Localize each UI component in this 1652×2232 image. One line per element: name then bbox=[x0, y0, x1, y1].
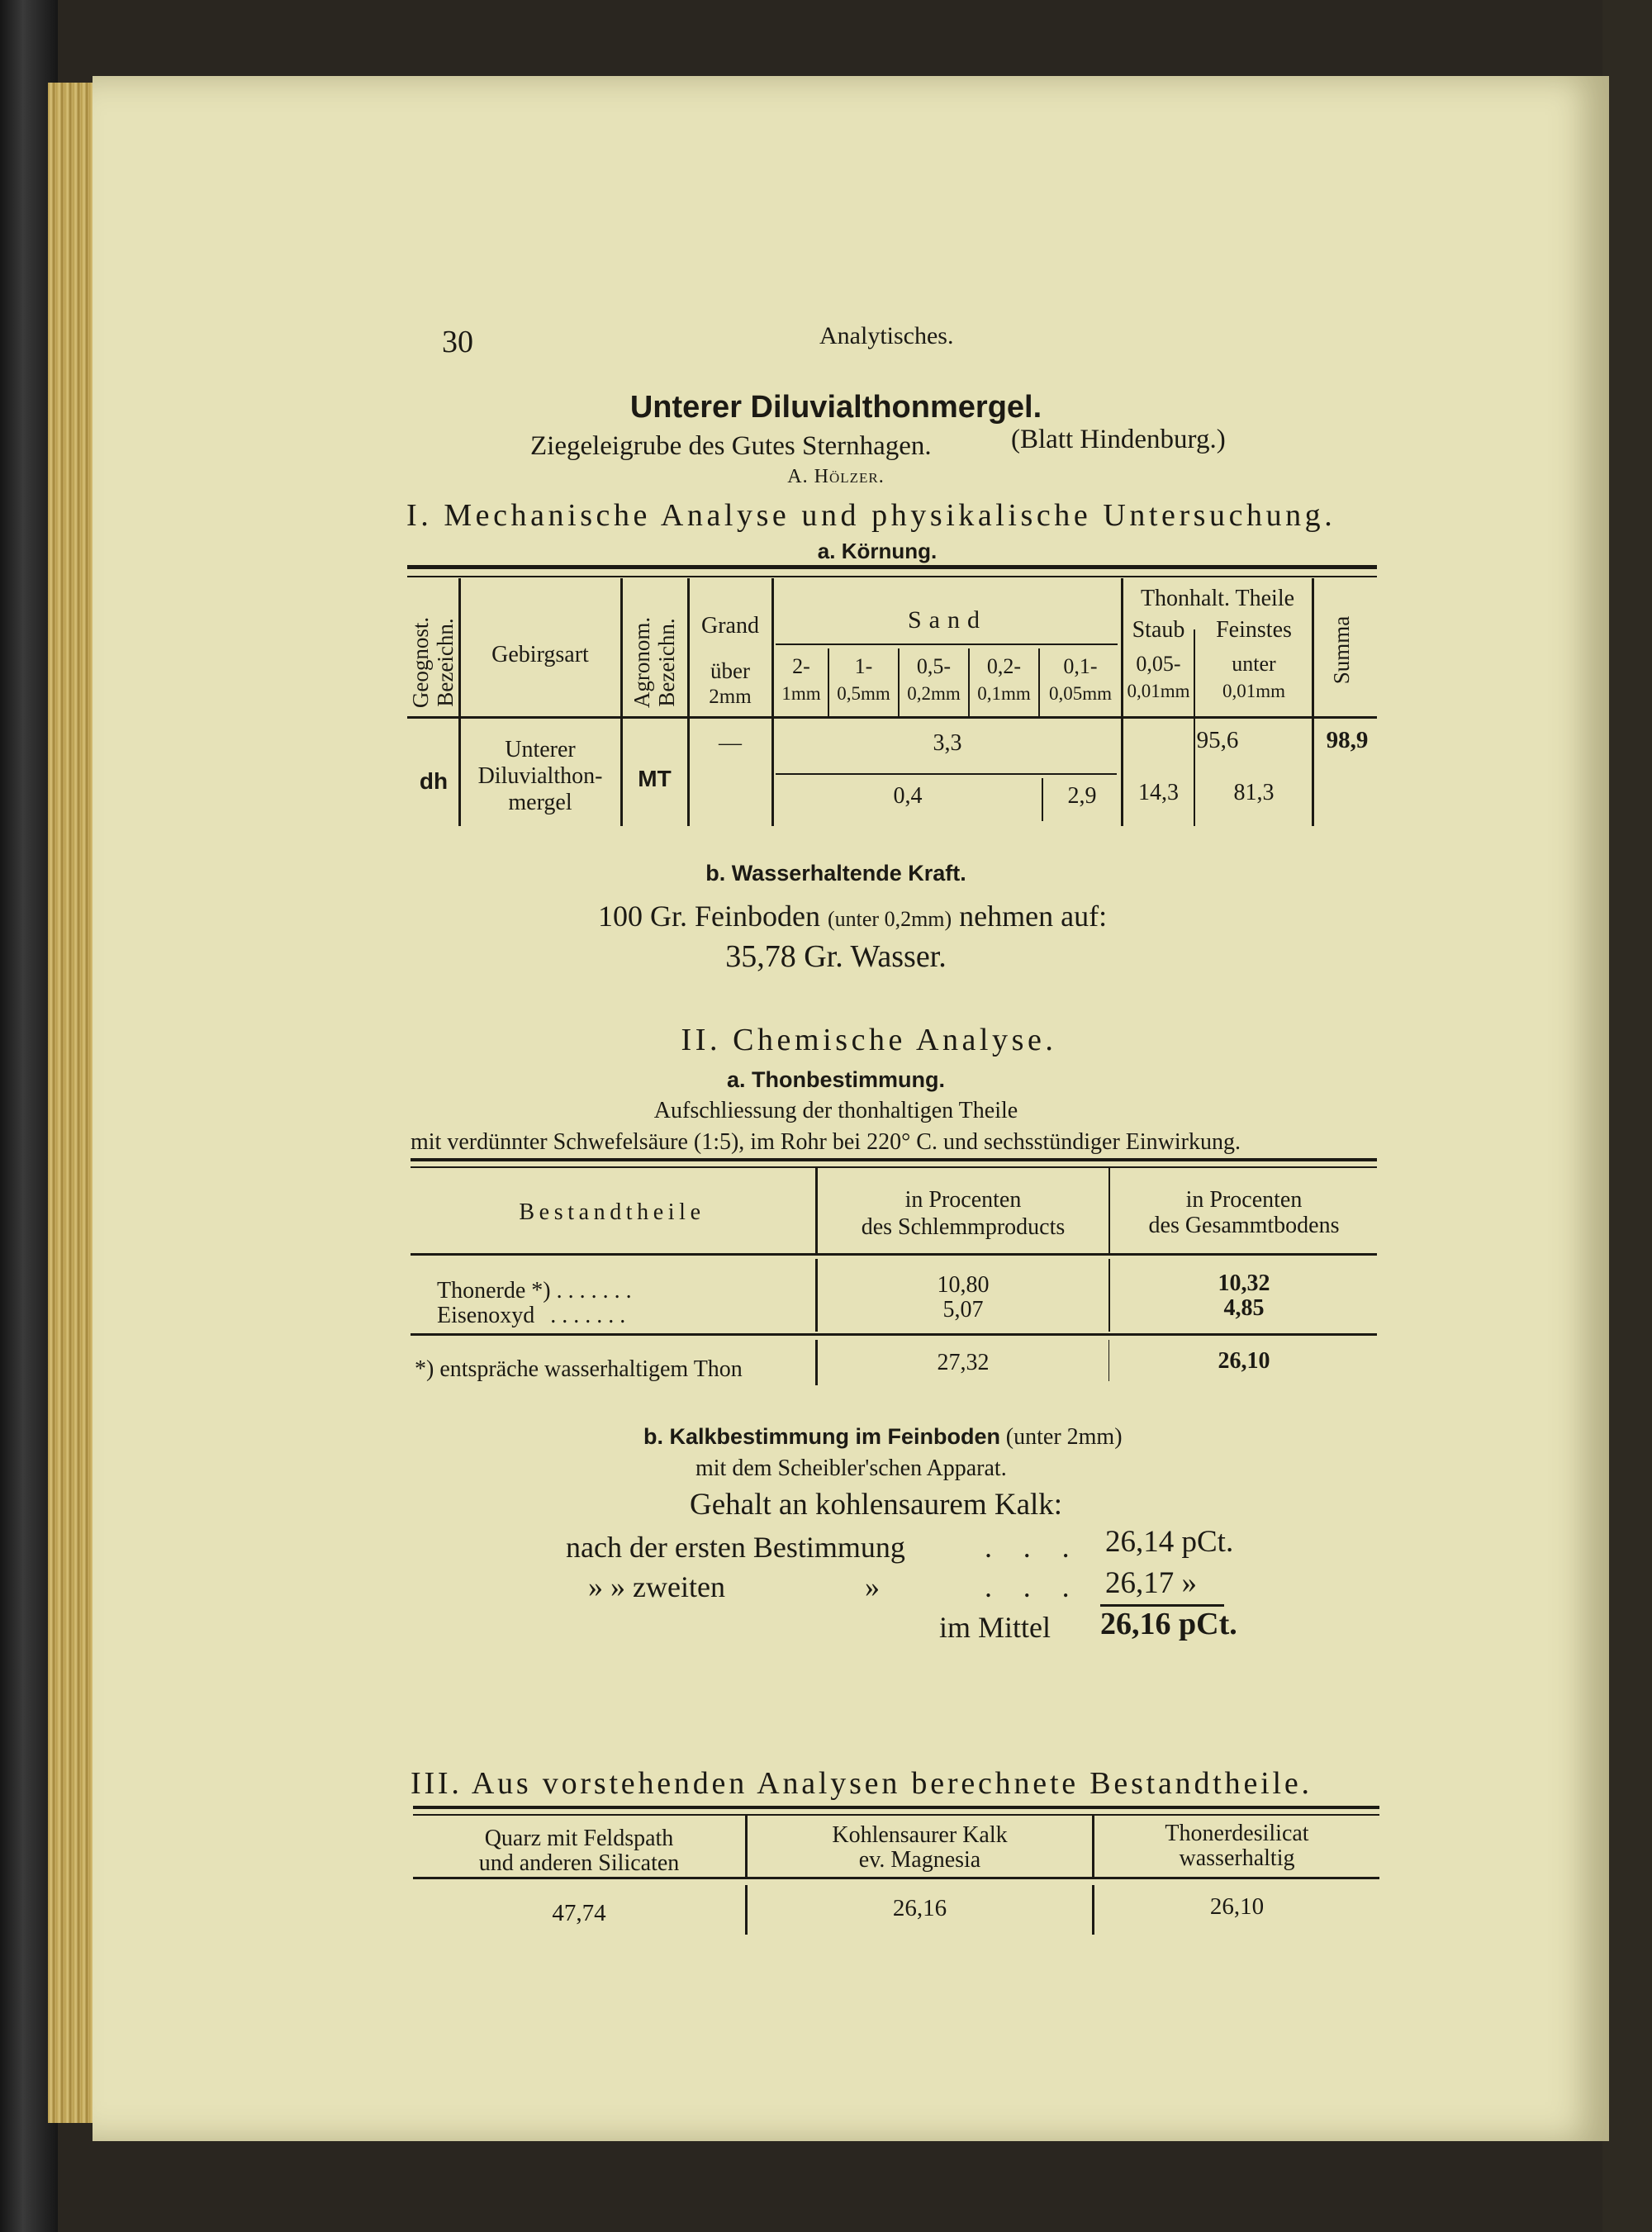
col-summa-header: Summa bbox=[1329, 615, 1354, 685]
kalk-line2-mid: » bbox=[865, 1570, 880, 1603]
t2-col3-header-a: in Procenten bbox=[1185, 1187, 1303, 1213]
row-sand-fine: 0,4 bbox=[893, 783, 923, 809]
book-page bbox=[93, 76, 1609, 2141]
section2-sub-a: a. Thonbestimmung. bbox=[726, 1067, 945, 1092]
t2-row2-dots: . . . . . . . bbox=[550, 1303, 626, 1328]
row-gebirgsart-3: mergel bbox=[508, 790, 572, 815]
sand-col-2a: 1- bbox=[854, 654, 873, 678]
t2-row2-v1: 5,07 bbox=[942, 1297, 984, 1323]
row-thon-total: 95,6 bbox=[1196, 727, 1239, 753]
t2-col3-header-b: des Gesammtbodens bbox=[1148, 1213, 1340, 1238]
col-feinstes-range: unter bbox=[1232, 652, 1276, 676]
sand-col-4b: 0,1mm bbox=[977, 683, 1031, 704]
sand-col-3a: 0,5- bbox=[916, 654, 952, 678]
t2-col2-header-b: des Schlemmproducts bbox=[861, 1214, 1066, 1240]
water-line2: 35,78 Gr. Wasser. bbox=[725, 939, 947, 974]
section3-heading: III. Aus vorstehenden Analysen berechnete Bestandtheile. bbox=[411, 1766, 1313, 1801]
t2-row1-v2: 10,32 bbox=[1218, 1270, 1270, 1296]
water-line1-b: (unter 0,2mm) bbox=[827, 907, 952, 931]
row-geognost: dh bbox=[419, 768, 449, 794]
section1-sub-a: a. Körnung. bbox=[817, 539, 938, 563]
section2-sub-b-label: b. Kalkbestimmung im Feinboden bbox=[643, 1424, 1001, 1449]
col-grand-sub: über bbox=[710, 658, 750, 683]
row-feinstes: 81,3 bbox=[1233, 780, 1275, 805]
t2-row2-label: Eisenoxyd bbox=[437, 1303, 535, 1328]
col-agronom-header: Agronom. Bezeichn. bbox=[629, 616, 679, 709]
t2-col2-header-a: in Procenten bbox=[904, 1187, 1022, 1213]
water-line1-a: 100 Gr. Feinboden bbox=[598, 900, 820, 933]
page-title: Unterer Diluvialthonmergel. bbox=[629, 390, 1042, 425]
summary-col2-a: Kohlensaurer Kalk bbox=[832, 1822, 1008, 1848]
t2-row1-dots: . . . . . . . bbox=[556, 1278, 632, 1304]
location-text: Ziegeleigrube des Gutes Sternhagen. bbox=[530, 431, 932, 461]
section1-sub-b: b. Wasserhaltende Kraft. bbox=[705, 861, 966, 886]
summary-col1-a: Quarz mit Feldspath bbox=[484, 1826, 674, 1851]
t2-row1-label: Thonerde *) bbox=[437, 1278, 551, 1304]
t2-col1-header: Bestandtheile bbox=[519, 1199, 705, 1225]
apparatus-text: mit dem Scheibler'schen Apparat. bbox=[695, 1456, 1007, 1481]
summary-col2-b: ev. Magnesia bbox=[858, 1847, 981, 1873]
mittel-value: 26,16 pCt. bbox=[1100, 1607, 1237, 1641]
col-staub-header: Staub bbox=[1132, 617, 1185, 643]
col-geognost-header: Geognost. Bezeichn. bbox=[408, 616, 458, 709]
row-sand-finest: 2,9 bbox=[1067, 783, 1097, 809]
section2-heading: II. Chemische Analyse. bbox=[681, 1023, 1057, 1057]
sheet-text: (Blatt Hindenburg.) bbox=[1011, 425, 1226, 454]
col-thon-header: Thonhalt. Theile bbox=[1140, 586, 1295, 611]
col-staub-unit: 0,01mm bbox=[1127, 681, 1190, 701]
t2-footnote-v1: 27,32 bbox=[937, 1350, 990, 1375]
right-margin-dark bbox=[1602, 0, 1652, 2232]
t2-footnote-v2: 26,10 bbox=[1218, 1348, 1270, 1374]
sand-col-1a: 2- bbox=[792, 654, 810, 678]
kalk-line1-value: 26,14 pCt. bbox=[1105, 1525, 1234, 1559]
sand-col-5a: 0,1- bbox=[1063, 654, 1098, 678]
water-line1-c: nehmen auf: bbox=[959, 900, 1108, 933]
section2-desc2: mit verdünnter Schwefelsäure (1:5), im Rohr bei 220° C. und sechsstündiger Einwirkung. bbox=[411, 1129, 1241, 1155]
sand-col-2b: 0,5mm bbox=[837, 683, 890, 704]
t2-row1-name bbox=[437, 1278, 632, 1304]
row-grand: — bbox=[719, 730, 742, 756]
kalk-line2-dots: . . . bbox=[985, 1570, 1081, 1603]
col-feinstes-header: Feinstes bbox=[1216, 617, 1292, 643]
sand-col-1b: 1mm bbox=[781, 683, 821, 704]
kalk-line1-label: nach der ersten Bestimmung bbox=[566, 1531, 905, 1564]
sand-col-3b: 0,2mm bbox=[907, 683, 961, 704]
section2-sub-b-unit: (unter 2mm) bbox=[1005, 1424, 1123, 1450]
t2-row2-name bbox=[437, 1303, 625, 1329]
col-grand-header: Grand bbox=[701, 613, 759, 639]
summary-val1: 47,74 bbox=[552, 1900, 606, 1926]
t2-row2-v2: 4,85 bbox=[1223, 1295, 1265, 1321]
col-gebirgsart-header: Gebirgsart bbox=[491, 642, 589, 667]
col-staub-range: 0,05- bbox=[1136, 652, 1181, 676]
t2-row1-v1: 10,80 bbox=[937, 1272, 990, 1298]
section2-desc1: Aufschliessung der thonhaltigen Theile bbox=[653, 1098, 1018, 1123]
summary-col1-b: und anderen Silicaten bbox=[478, 1850, 680, 1876]
page-number: 30 bbox=[442, 325, 473, 359]
summary-val2: 26,16 bbox=[892, 1895, 947, 1921]
row-gebirgsart-2: Diluvialthon- bbox=[477, 763, 603, 789]
kalk-line2-label: » » zweiten bbox=[588, 1570, 725, 1603]
row-summa: 98,9 bbox=[1326, 727, 1369, 753]
water-line1 bbox=[598, 899, 1107, 933]
row-sand-total: 3,3 bbox=[933, 730, 962, 756]
row-staub: 14,3 bbox=[1138, 780, 1179, 805]
summary-col3-a: Thonerdesilicat bbox=[1165, 1821, 1309, 1846]
sand-col-5b: 0,05mm bbox=[1048, 683, 1113, 704]
t2-footnote-row: *) entspräche wasserhaltigem Thon bbox=[415, 1356, 743, 1382]
summary-col3-b: wasserhaltig bbox=[1179, 1845, 1295, 1871]
section2-sub-b bbox=[643, 1424, 1123, 1451]
kalk-line1-dots: . . . bbox=[985, 1531, 1081, 1564]
row-agronom: MT bbox=[638, 766, 672, 791]
col-feinstes-unit: 0,01mm bbox=[1222, 681, 1286, 701]
row-gebirgsart-1: Unterer bbox=[505, 737, 576, 762]
sand-col-4a: 0,2- bbox=[986, 654, 1022, 678]
author: A. Hölzer. bbox=[787, 466, 885, 487]
col-grand-unit: 2mm bbox=[709, 686, 752, 708]
running-title: Analytisches. bbox=[819, 322, 954, 349]
mittel-label: im Mittel bbox=[939, 1611, 1051, 1644]
kalk-line2-value: 26,17 » bbox=[1105, 1566, 1197, 1600]
col-sand-header: Sand bbox=[908, 606, 987, 634]
page-edges bbox=[48, 83, 97, 2123]
section1-heading: I. Mechanische Analyse und physikalische Untersuchung. bbox=[406, 498, 1336, 533]
summary-val3: 26,10 bbox=[1209, 1893, 1265, 1920]
gehalt-heading: Gehalt an kohlensaurem Kalk: bbox=[690, 1488, 1063, 1522]
